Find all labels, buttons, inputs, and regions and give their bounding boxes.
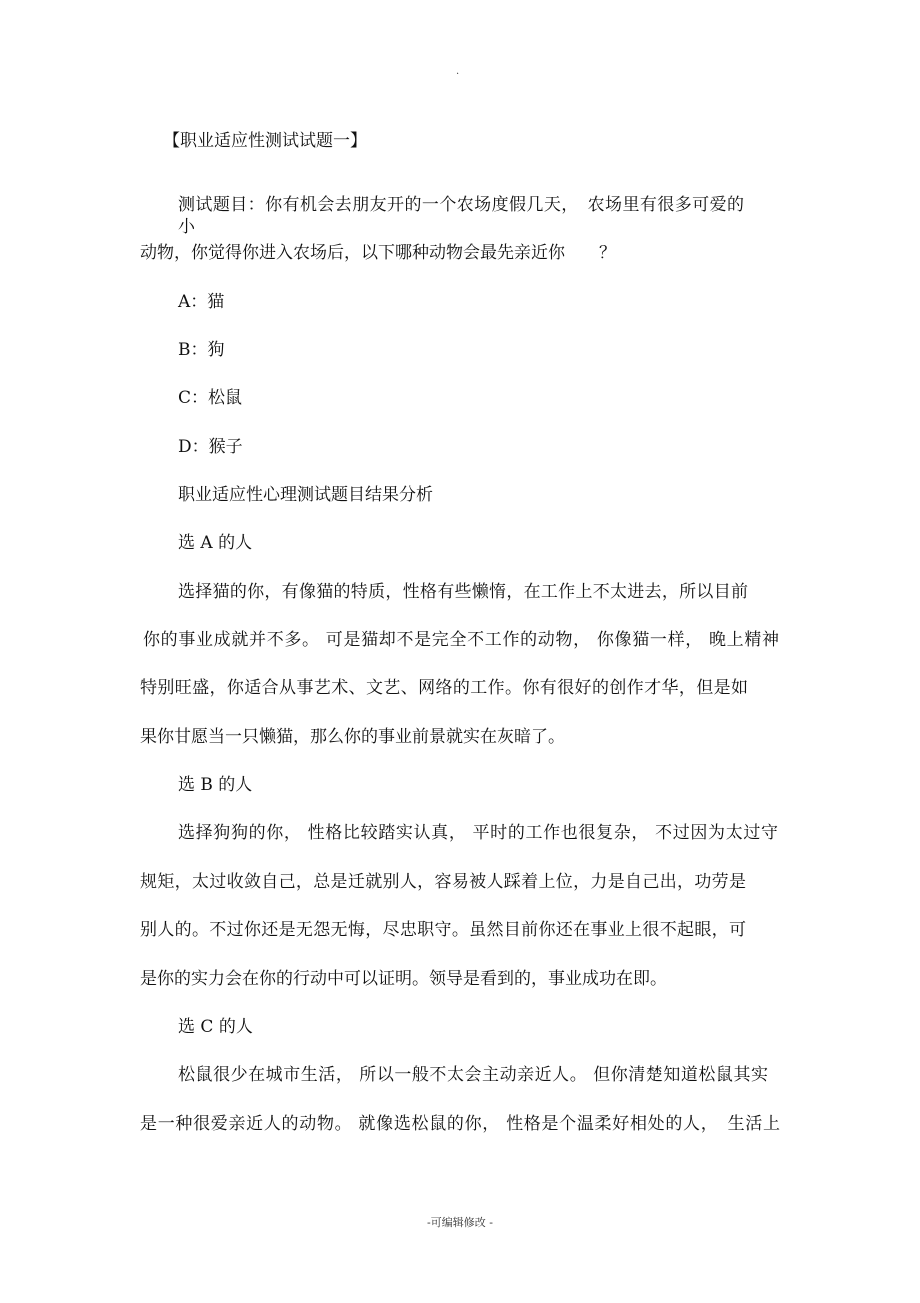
option-a: A：猫 <box>178 292 225 312</box>
header-mark: . <box>456 66 460 77</box>
result-c-line: 松鼠很少在城市生活， 所以一般不太会主动亲近人。 但你清楚知道松鼠其实 <box>178 1065 768 1085</box>
result-a-line: 你的事业成就并不多。 可是猫却不是完全不工作的动物， 你像猫一样， 晚上精神 <box>143 630 779 650</box>
result-b-line: 选择狗狗的你， 性格比较踏实认真， 平时的工作也很复杂， 不过因为太过守 <box>178 823 778 843</box>
result-b-line: 是你的实力会在你的行动中可以证明。领导是看到的，事业成功在即。 <box>140 969 667 989</box>
result-b-line: 规矩，太过收敛自己，总是迁就别人，容易被人踩着上位，力是自己出，功劳是 <box>140 872 746 892</box>
option-d: D：猴子 <box>178 437 243 457</box>
question-line: 动物，你觉得你进入农场后，以下哪种动物会最先亲近你 ？ <box>140 243 616 263</box>
result-a-line: 选择猫的你，有像猫的特质，性格有些懒惰，在工作上不太进去，所以目前 <box>178 582 748 602</box>
result-heading-a: 选 A 的人 <box>178 533 253 553</box>
result-c-line: 是一种很爱亲近人的动物。 就像选松鼠的你， 性格是个温柔好相处的人， 生活上 <box>140 1114 780 1134</box>
page-footer: -可编辑修改 - <box>427 1216 493 1229</box>
analysis-title: 职业适应性心理测试题目结果分析 <box>178 485 433 505</box>
result-heading-b: 选 B 的人 <box>178 775 253 795</box>
option-b: B：狗 <box>178 340 225 360</box>
result-b-line: 别人的。不过你还是无怨无悔，尽忠职守。虽然目前你还在事业上很不起眼，可 <box>140 920 746 940</box>
document-title: 【职业适应性测试试题一】 <box>163 131 367 151</box>
result-a-line: 特别旺盛，你适合从事艺术、文艺、网络的工作。你有很好的创作才华，但是如 <box>140 678 748 698</box>
result-heading-c: 选 C 的人 <box>178 1017 253 1037</box>
result-a-line: 果你甘愿当一只懒猫，那么你的事业前景就实在灰暗了。 <box>140 727 565 747</box>
question-line: 测试题目：你有机会去朋友开的一个农场度假几天， 农场里有很多可爱的小 <box>178 195 744 237</box>
option-c: C：松鼠 <box>178 388 243 408</box>
